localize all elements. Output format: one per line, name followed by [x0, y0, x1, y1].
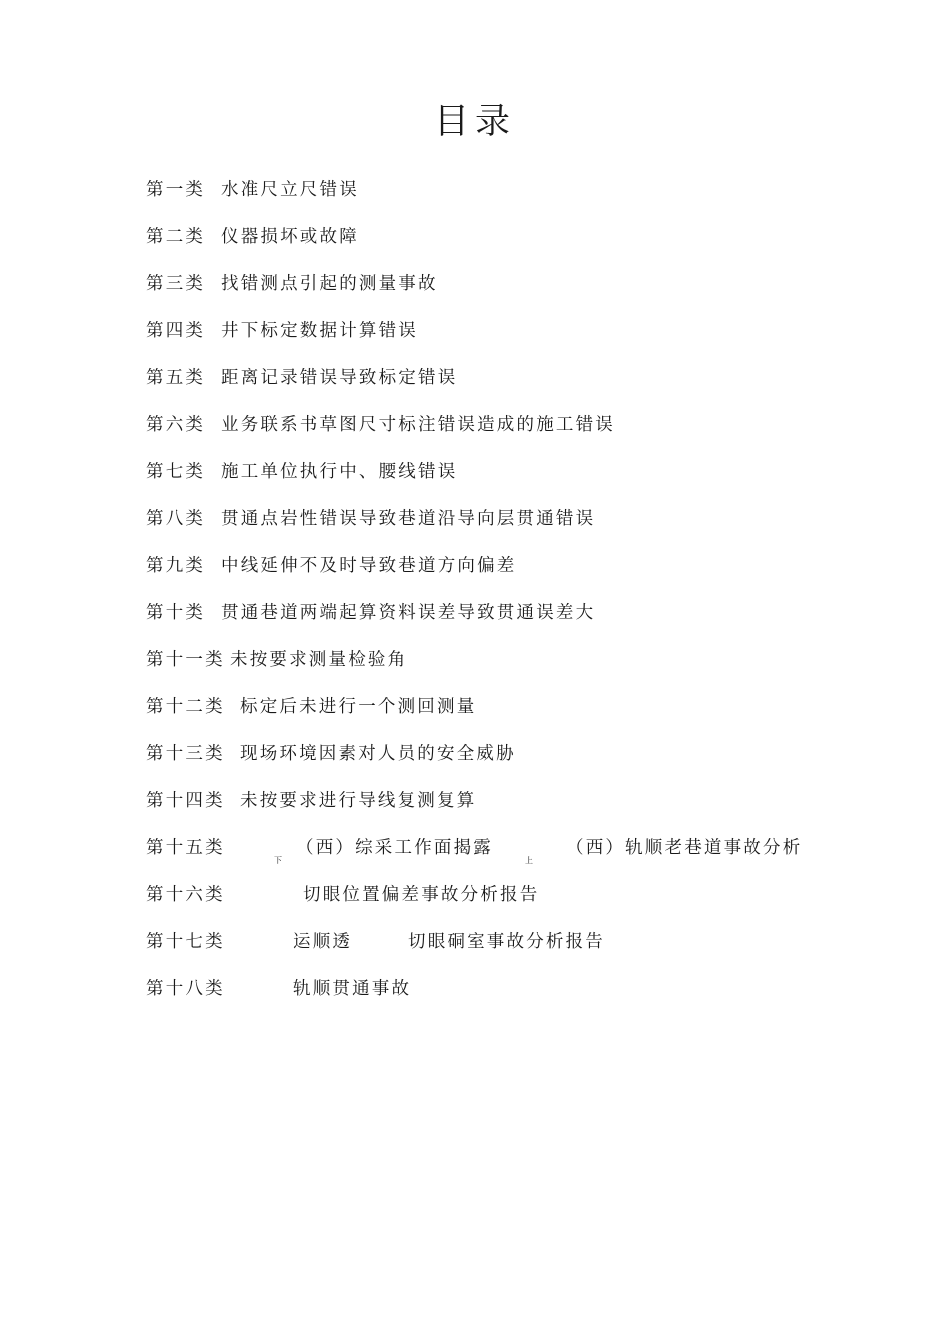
toc-entry-text: 轨顺贯通事故 [293, 979, 412, 999]
toc-entry-text-part-1: 运顺透 [293, 932, 353, 952]
toc-entry-text: 施工单位执行中、腰线错误 [221, 462, 458, 482]
toc-entry-label: 第九类 [146, 556, 206, 576]
toc-entry-label: 第十一类 [146, 650, 225, 670]
toc-entry-text: 标定后未进行一个测回测量 [240, 697, 477, 717]
toc-entry-label: 第十三类 [146, 744, 225, 764]
toc-entry-label: 第十类 [146, 603, 206, 623]
toc-entry-text-part-2: 切眼硐室事故分析报告 [408, 932, 605, 952]
toc-entry-text: 未按要求进行导线复测复算 [240, 791, 477, 811]
toc-entry-text: 仪器损坏或故障 [221, 227, 359, 247]
toc-entry-mark-upper: 上 [525, 856, 533, 865]
toc-entry-label: 第八类 [146, 509, 206, 529]
toc-entry-text: 水准尺立尺错误 [221, 180, 359, 200]
toc-entry-text: 现场环境因素对人员的安全威胁 [240, 744, 516, 764]
toc-entry-text: 业务联系书草图尺寸标注错误造成的施工错误 [221, 415, 615, 435]
toc-entry-label: 第五类 [146, 368, 206, 388]
toc-entry-label: 第一类 [146, 180, 206, 200]
toc-entry-text-part-2: （西）轨顺老巷道事故分析 [566, 838, 803, 858]
toc-entry-label: 第七类 [146, 462, 206, 482]
toc-entry-text-part-1: （西）综采工作面揭露 [296, 838, 493, 858]
toc-entry-mark-lower: 下 [274, 856, 282, 865]
toc-entry-text: 距离记录错误导致标定错误 [221, 368, 458, 388]
page-title: 目录 [433, 102, 516, 142]
toc-entry-text: 贯通点岩性错误导致巷道沿导向层贯通错误 [221, 509, 596, 529]
toc-entry-label: 第二类 [146, 227, 206, 247]
toc-entry-text: 井下标定数据计算错误 [221, 321, 418, 341]
toc-entry-label: 第四类 [146, 321, 206, 341]
toc-entry-label: 第三类 [146, 274, 206, 294]
toc-entry-label: 第十五类 [146, 838, 225, 858]
toc-entry-label: 第十六类 [146, 885, 225, 905]
toc-entry-label: 第十七类 [146, 932, 225, 952]
toc-entry-label: 第十八类 [146, 979, 225, 999]
toc-entry-text: 未按要求测量检验角 [230, 650, 408, 670]
toc-entry-text: 找错测点引起的测量事故 [221, 274, 438, 294]
toc-entry-label: 第十四类 [146, 791, 225, 811]
toc-entry-text: 切眼位置偏差事故分析报告 [303, 885, 540, 905]
toc-entry-label: 第六类 [146, 415, 206, 435]
toc-entry-text: 中线延伸不及时导致巷道方向偏差 [221, 556, 517, 576]
toc-entry-text: 贯通巷道两端起算资料误差导致贯通误差大 [221, 603, 596, 623]
toc-entry-label: 第十二类 [146, 697, 225, 717]
